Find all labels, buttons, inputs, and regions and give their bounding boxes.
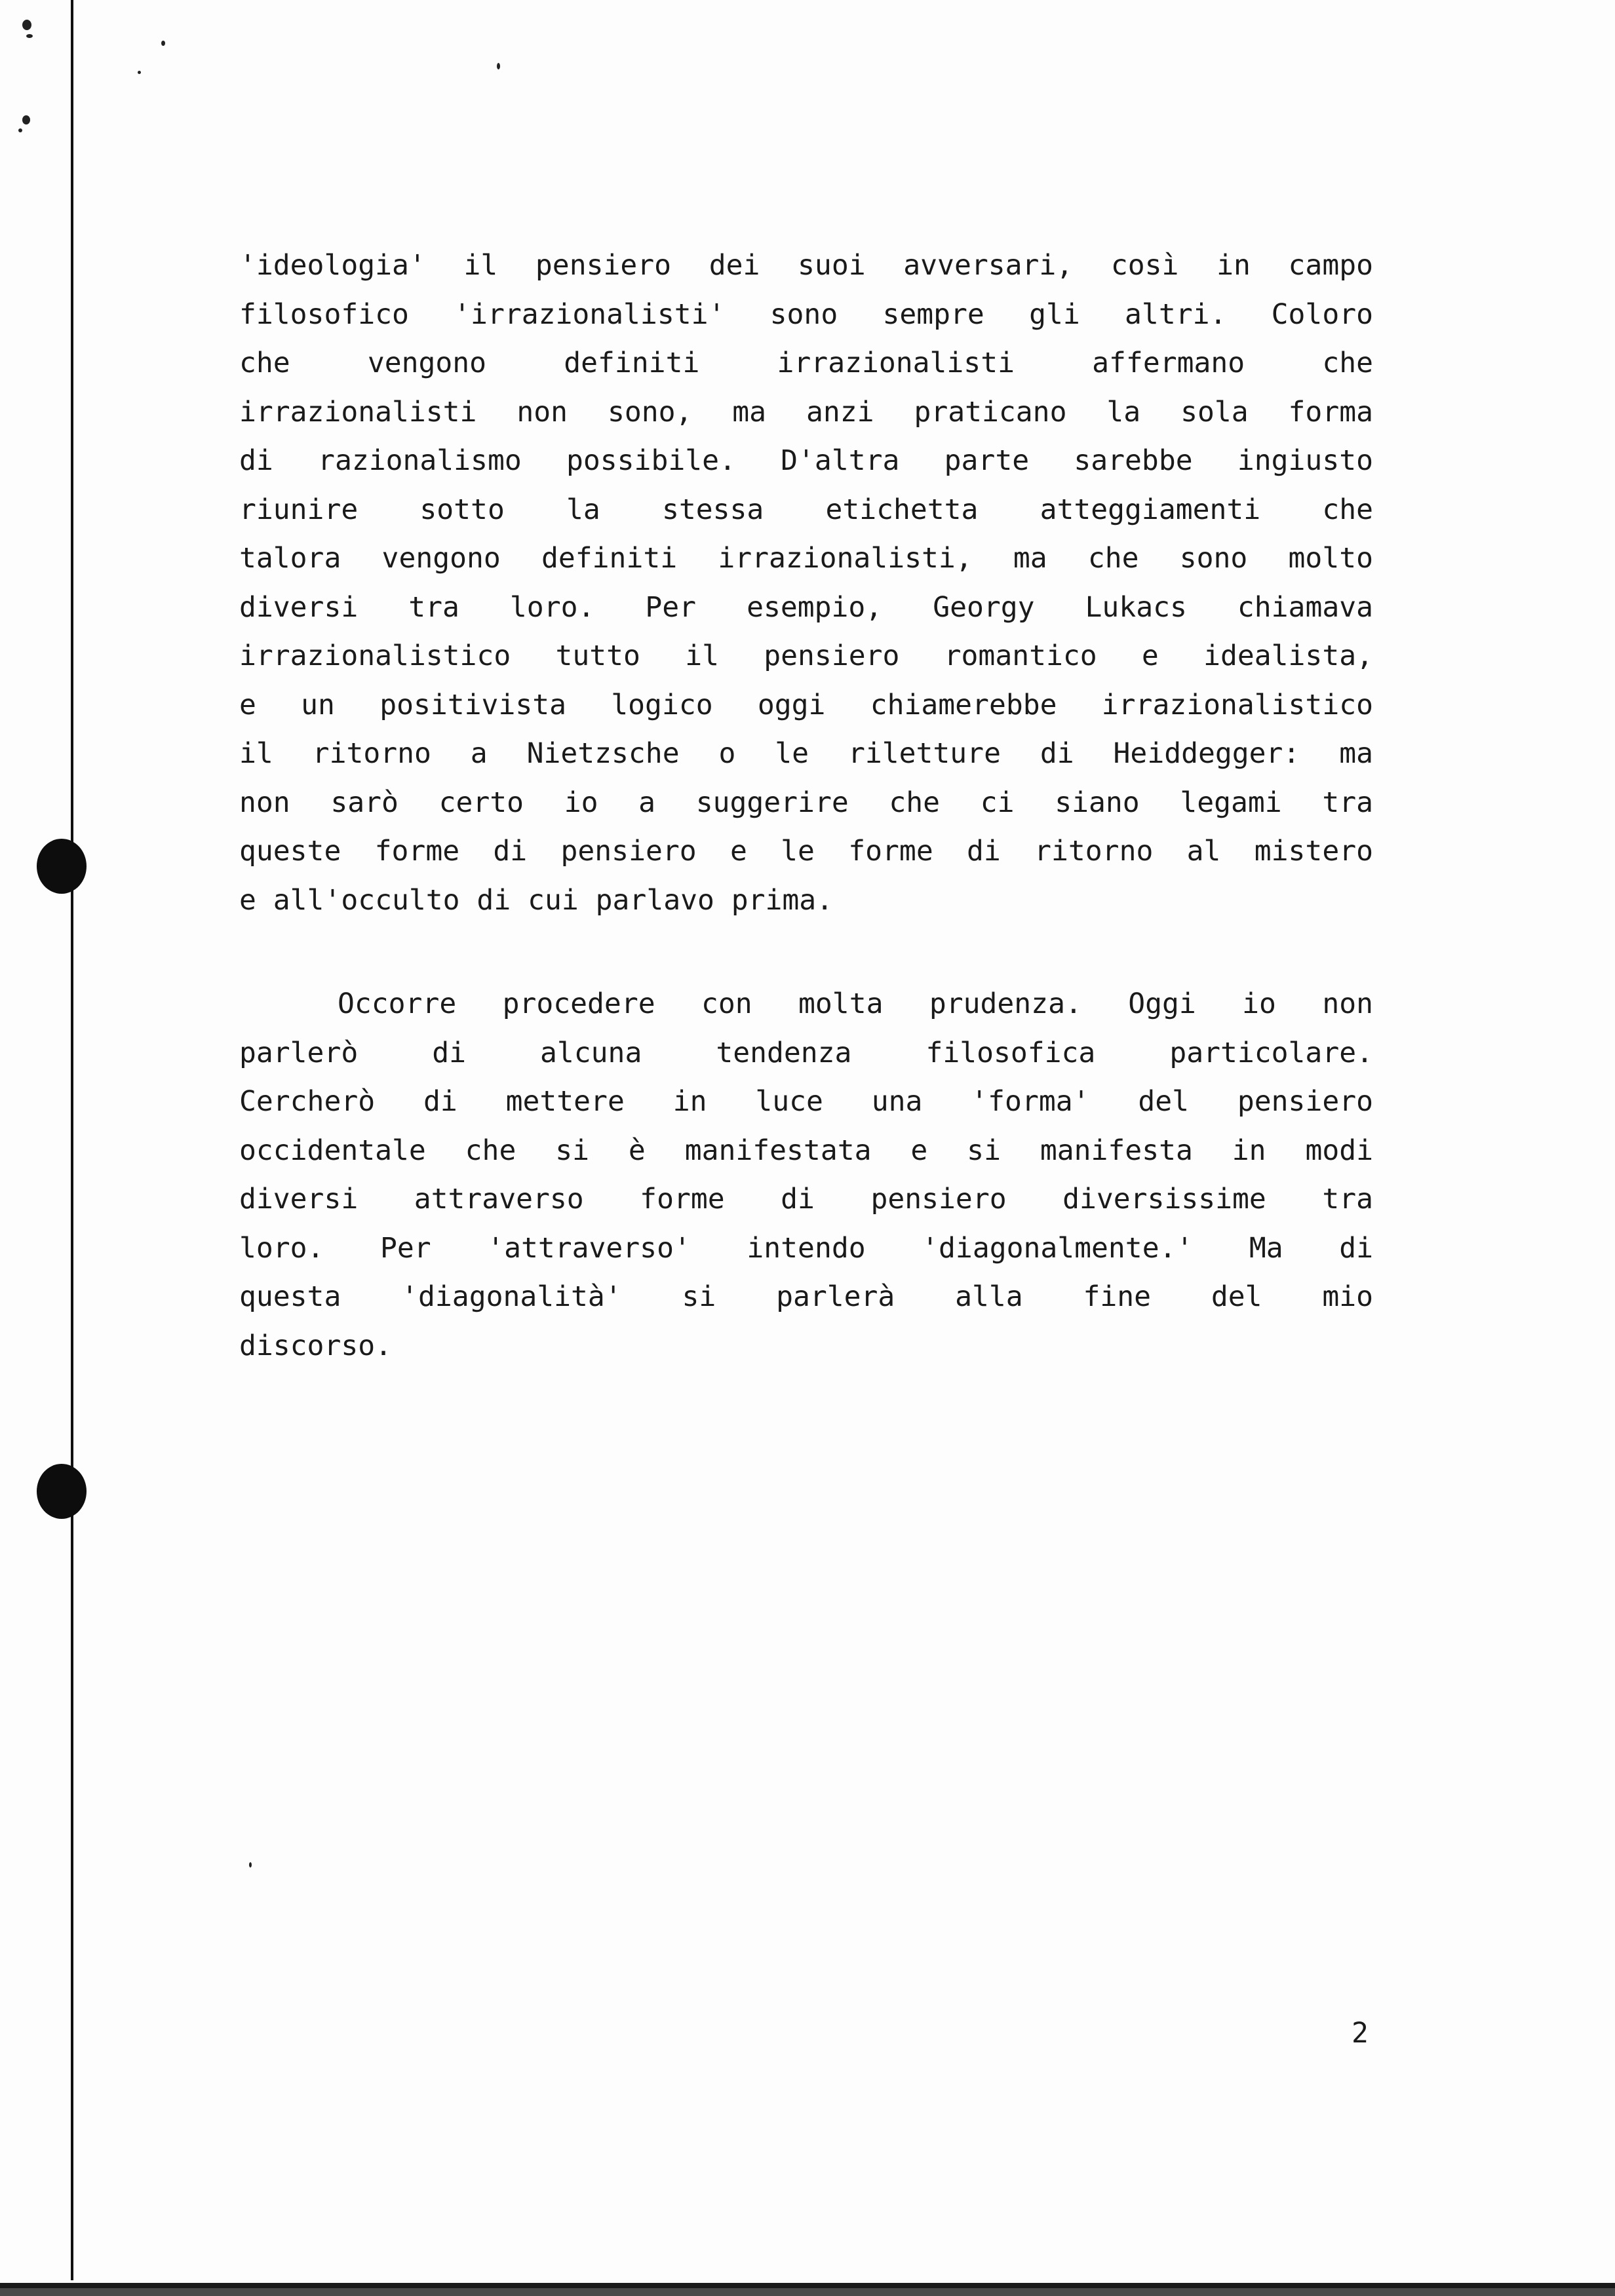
text-line: Occorre procedere con molta prudenza. Oggi io non — [338, 987, 1373, 1020]
scan-speck — [249, 1862, 252, 1867]
text-line: irrazionalisti non sono, ma anzi praticano la sola forma — [239, 395, 1373, 429]
scan-speck — [22, 20, 31, 30]
text-line: loro. Per 'attraverso' intendo 'diagonalmente.' Ma di — [239, 1231, 1373, 1265]
binding-margin-line — [71, 0, 73, 2280]
text-line: diversi attraverso forme di pensiero diversissime tra — [239, 1183, 1373, 1215]
page-number: 2 — [1352, 2017, 1369, 2050]
scan-speck — [497, 63, 500, 69]
punch-hole-bottom — [37, 1464, 87, 1519]
text-line: riunire sotto la stessa etichetta atteggiamenti che — [239, 493, 1373, 526]
text-line: queste forme di pensiero e le forme di ritorno al mistero — [239, 835, 1373, 868]
text-line: discorso. — [239, 1329, 392, 1362]
text-line: questa 'diagonalità' si parlerà alla fine del mio — [239, 1280, 1373, 1313]
paragraph-2 — [239, 980, 1373, 1370]
scan-speck — [138, 71, 141, 74]
text-line: filosofico 'irrazionalisti' sono sempre gli altri. Coloro — [239, 297, 1373, 331]
scan-speck — [161, 41, 165, 46]
text-line: non sarò certo io a suggerire che ci siano legami tra — [239, 786, 1373, 819]
bottom-edge-shadow — [0, 2288, 1615, 2296]
text-line: irrazionalistico tutto il pensiero romantico e idealista, — [239, 640, 1373, 672]
scan-speck — [26, 34, 33, 38]
text-line: parlerò di alcuna tendenza filosofica particolare. — [239, 1036, 1373, 1069]
text-line: diversi tra loro. Per esempio, Georgy Lukacs chiamava — [239, 590, 1373, 624]
text-line: di razionalismo possibile. D'altra parte sarebbe ingiusto — [239, 444, 1373, 477]
paragraph-1 — [239, 241, 1373, 925]
scan-speck — [22, 115, 30, 124]
punch-hole-top — [37, 839, 87, 894]
text-line: e all'occulto di cui parlavo prima. — [239, 883, 834, 917]
text-line: occidentale che si è manifestata e si manifesta in modi — [239, 1134, 1373, 1167]
text-line: 'ideologia' il pensiero dei suoi avversari, così in campo — [239, 249, 1373, 282]
text-line: che vengono definiti irrazionalisti affermano che — [239, 347, 1373, 379]
scan-speck — [18, 128, 22, 132]
text-line: Cercherò di mettere in luce una 'forma' del pensiero — [239, 1085, 1373, 1118]
text-line: talora vengono definiti irrazionalisti, ma che sono molto — [239, 542, 1373, 575]
text-line: e un positivista logico oggi chiamerebbe irrazionalistico — [239, 688, 1373, 721]
text-line: il ritorno a Nietzsche o le riletture di Heiddegger: ma — [239, 737, 1373, 770]
bottom-edge-line — [0, 2283, 1615, 2288]
